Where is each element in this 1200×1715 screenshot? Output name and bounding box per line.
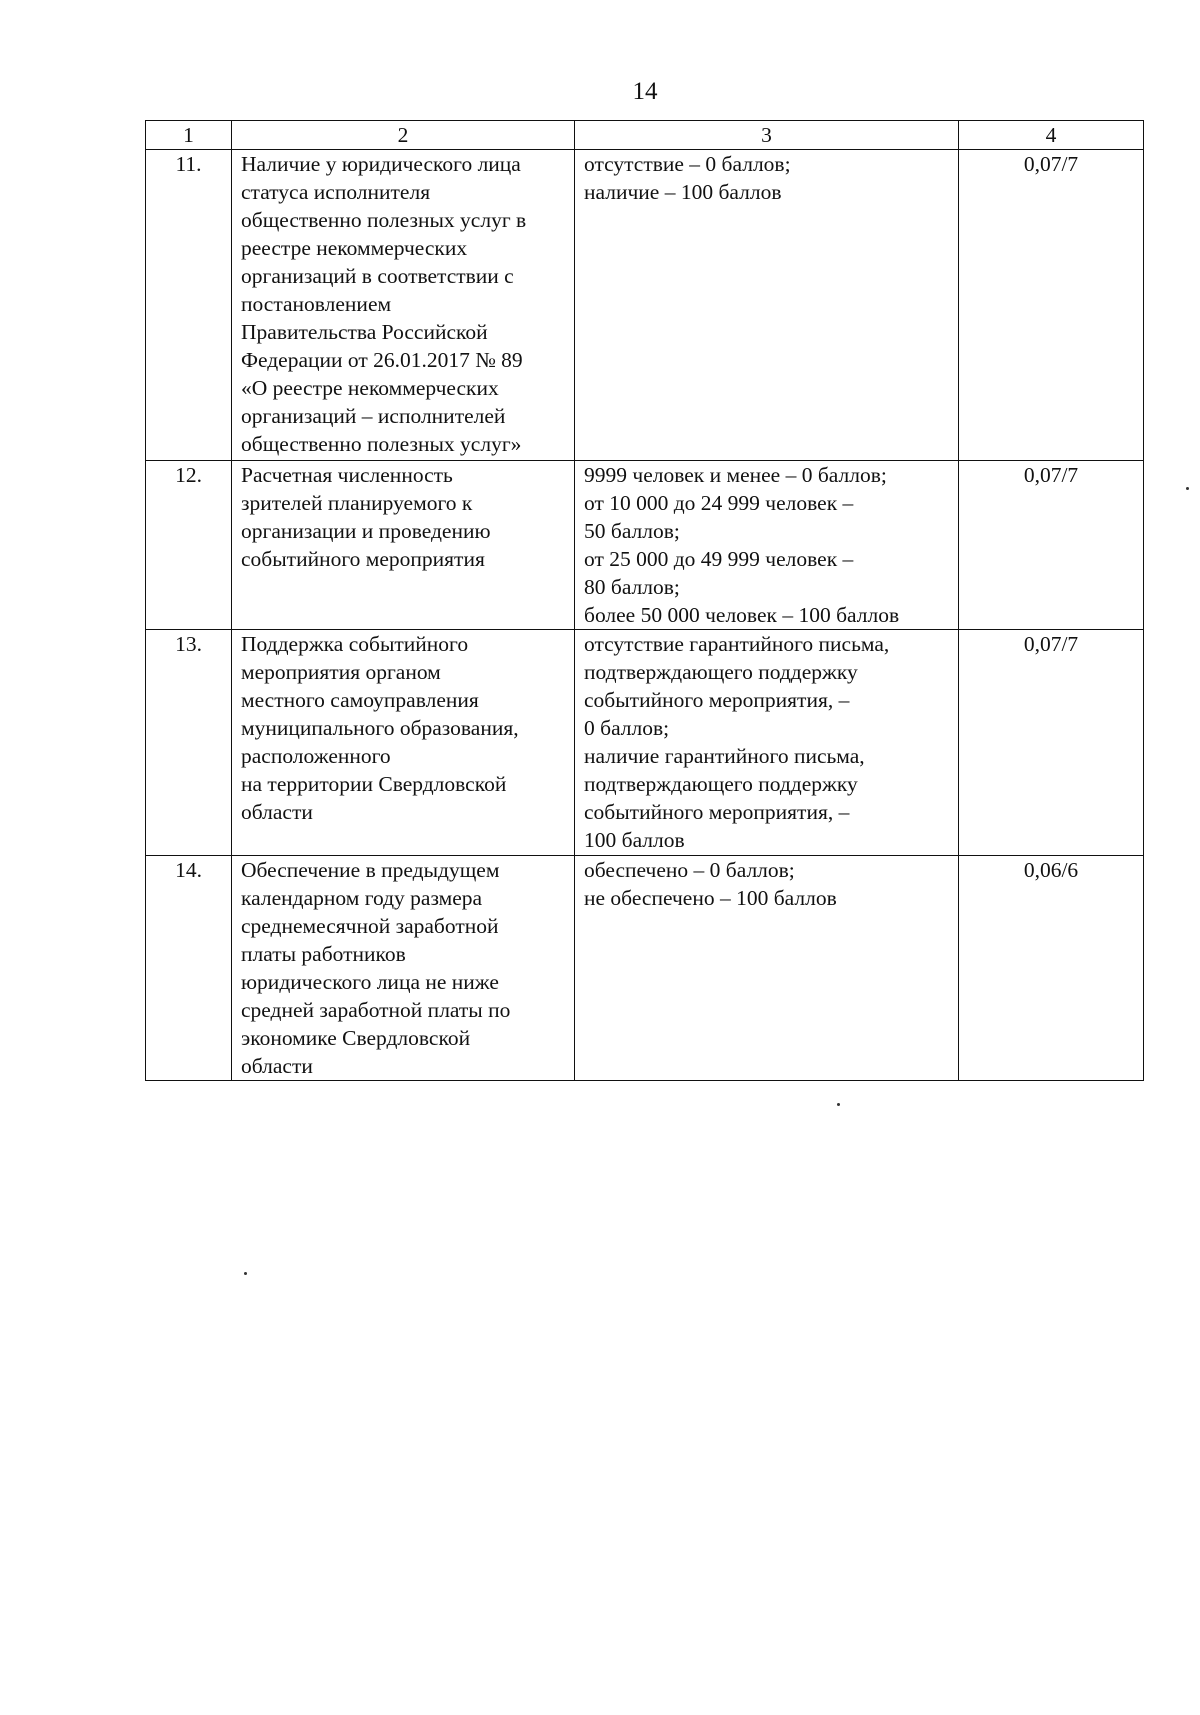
criterion-line: юридического лица не ниже [241,970,499,994]
scoring-cell [575,150,959,461]
criterion-line: Поддержка событийного [241,632,469,656]
scoring-line: более 50 000 человек – 100 баллов [584,603,900,627]
scan-speck [244,1272,247,1275]
criteria-table [145,120,1144,1081]
criterion-line: Наличие у юридического лица [241,152,521,176]
criterion-line: Обеспечение в предыдущем [241,858,500,882]
criterion-line: Расчетная численность [241,463,453,487]
criterion-cell [232,630,575,856]
criterion-cell [232,461,575,630]
scoring-line: от 25 000 до 49 999 человек – [584,547,854,571]
criterion-line: среднемесячной заработной [241,914,499,938]
criterion-line: области [241,1054,313,1078]
scan-speck [837,1103,840,1106]
scoring-line: не обеспечено – 100 баллов [584,886,837,910]
criterion-line: платы работников [241,942,406,966]
scoring-line: наличие – 100 баллов [584,180,782,204]
criterion-line: области [241,800,313,824]
table-header-row [146,121,1144,150]
criterion-line: Правительства Российской [241,320,488,344]
scoring-line: 0 баллов; [584,716,670,740]
criterion-line: организаций – исполнителей [241,404,506,428]
criterion-line: на территории Свердловской [241,772,507,796]
scoring-line: событийного мероприятия, – [584,800,850,824]
criterion-line: организации и проведению [241,519,491,543]
scoring-line: от 10 000 до 24 999 человек – [584,491,854,515]
criterion-line: местного самоуправления [241,688,479,712]
criterion-line: реестре некоммерческих [241,236,468,260]
weight-cell: 0,07/7 [959,461,1144,630]
criterion-line: статуса исполнителя [241,180,431,204]
table-row [146,150,1144,461]
criterion-line: экономике Свердловской [241,1026,471,1050]
criterion-line: общественно полезных услуг в [241,208,527,232]
criterion-line: «О реестре некоммерческих [241,376,499,400]
column-header-2: 2 [232,121,575,150]
weight-cell: 0,07/7 [959,630,1144,856]
row-number: 12. [146,461,232,630]
scan-speck [1186,487,1189,490]
scoring-cell [575,856,959,1081]
scoring-line: событийного мероприятия, – [584,688,850,712]
scoring-line: отсутствие – 0 баллов; [584,152,791,176]
scoring-line: 80 баллов; [584,575,680,599]
table-row [146,630,1144,856]
scoring-line: подтверждающего поддержку [584,660,858,684]
criterion-line: зрителей планируемого к [241,491,473,515]
scoring-cell [575,461,959,630]
criterion-cell [232,150,575,461]
scoring-line: отсутствие гарантийного письма, [584,632,890,656]
scoring-line: 9999 человек и менее – 0 баллов; [584,463,887,487]
weight-cell: 0,07/7 [959,150,1144,461]
scoring-line: обеспечено – 0 баллов; [584,858,795,882]
criterion-line: событийного мероприятия [241,547,485,571]
table-row [146,856,1144,1081]
criterion-line: Федерации от 26.01.2017 № 89 [241,348,523,372]
row-number: 13. [146,630,232,856]
criterion-cell [232,856,575,1081]
row-number: 14. [146,856,232,1081]
criterion-line: средней заработной платы по [241,998,511,1022]
scoring-line: 50 баллов; [584,519,680,543]
criterion-line: мероприятия органом [241,660,441,684]
scoring-line: подтверждающего поддержку [584,772,858,796]
page-number: 14 [632,78,658,105]
column-header-3: 3 [575,121,959,150]
criterion-line: календарном году размера [241,886,483,910]
criterion-line: постановлением [241,292,392,316]
criterion-line: общественно полезных услуг» [241,432,522,456]
criterion-line: организаций в соответствии с [241,264,514,288]
scoring-line: 100 баллов [584,828,685,852]
column-header-4: 4 [959,121,1144,150]
criterion-line: расположенного [241,744,391,768]
table-row [146,461,1144,630]
scoring-line: наличие гарантийного письма, [584,744,865,768]
row-number: 11. [146,150,232,461]
weight-cell: 0,06/6 [959,856,1144,1081]
column-header-1: 1 [146,121,232,150]
criterion-line: муниципального образования, [241,716,519,740]
scoring-cell [575,630,959,856]
